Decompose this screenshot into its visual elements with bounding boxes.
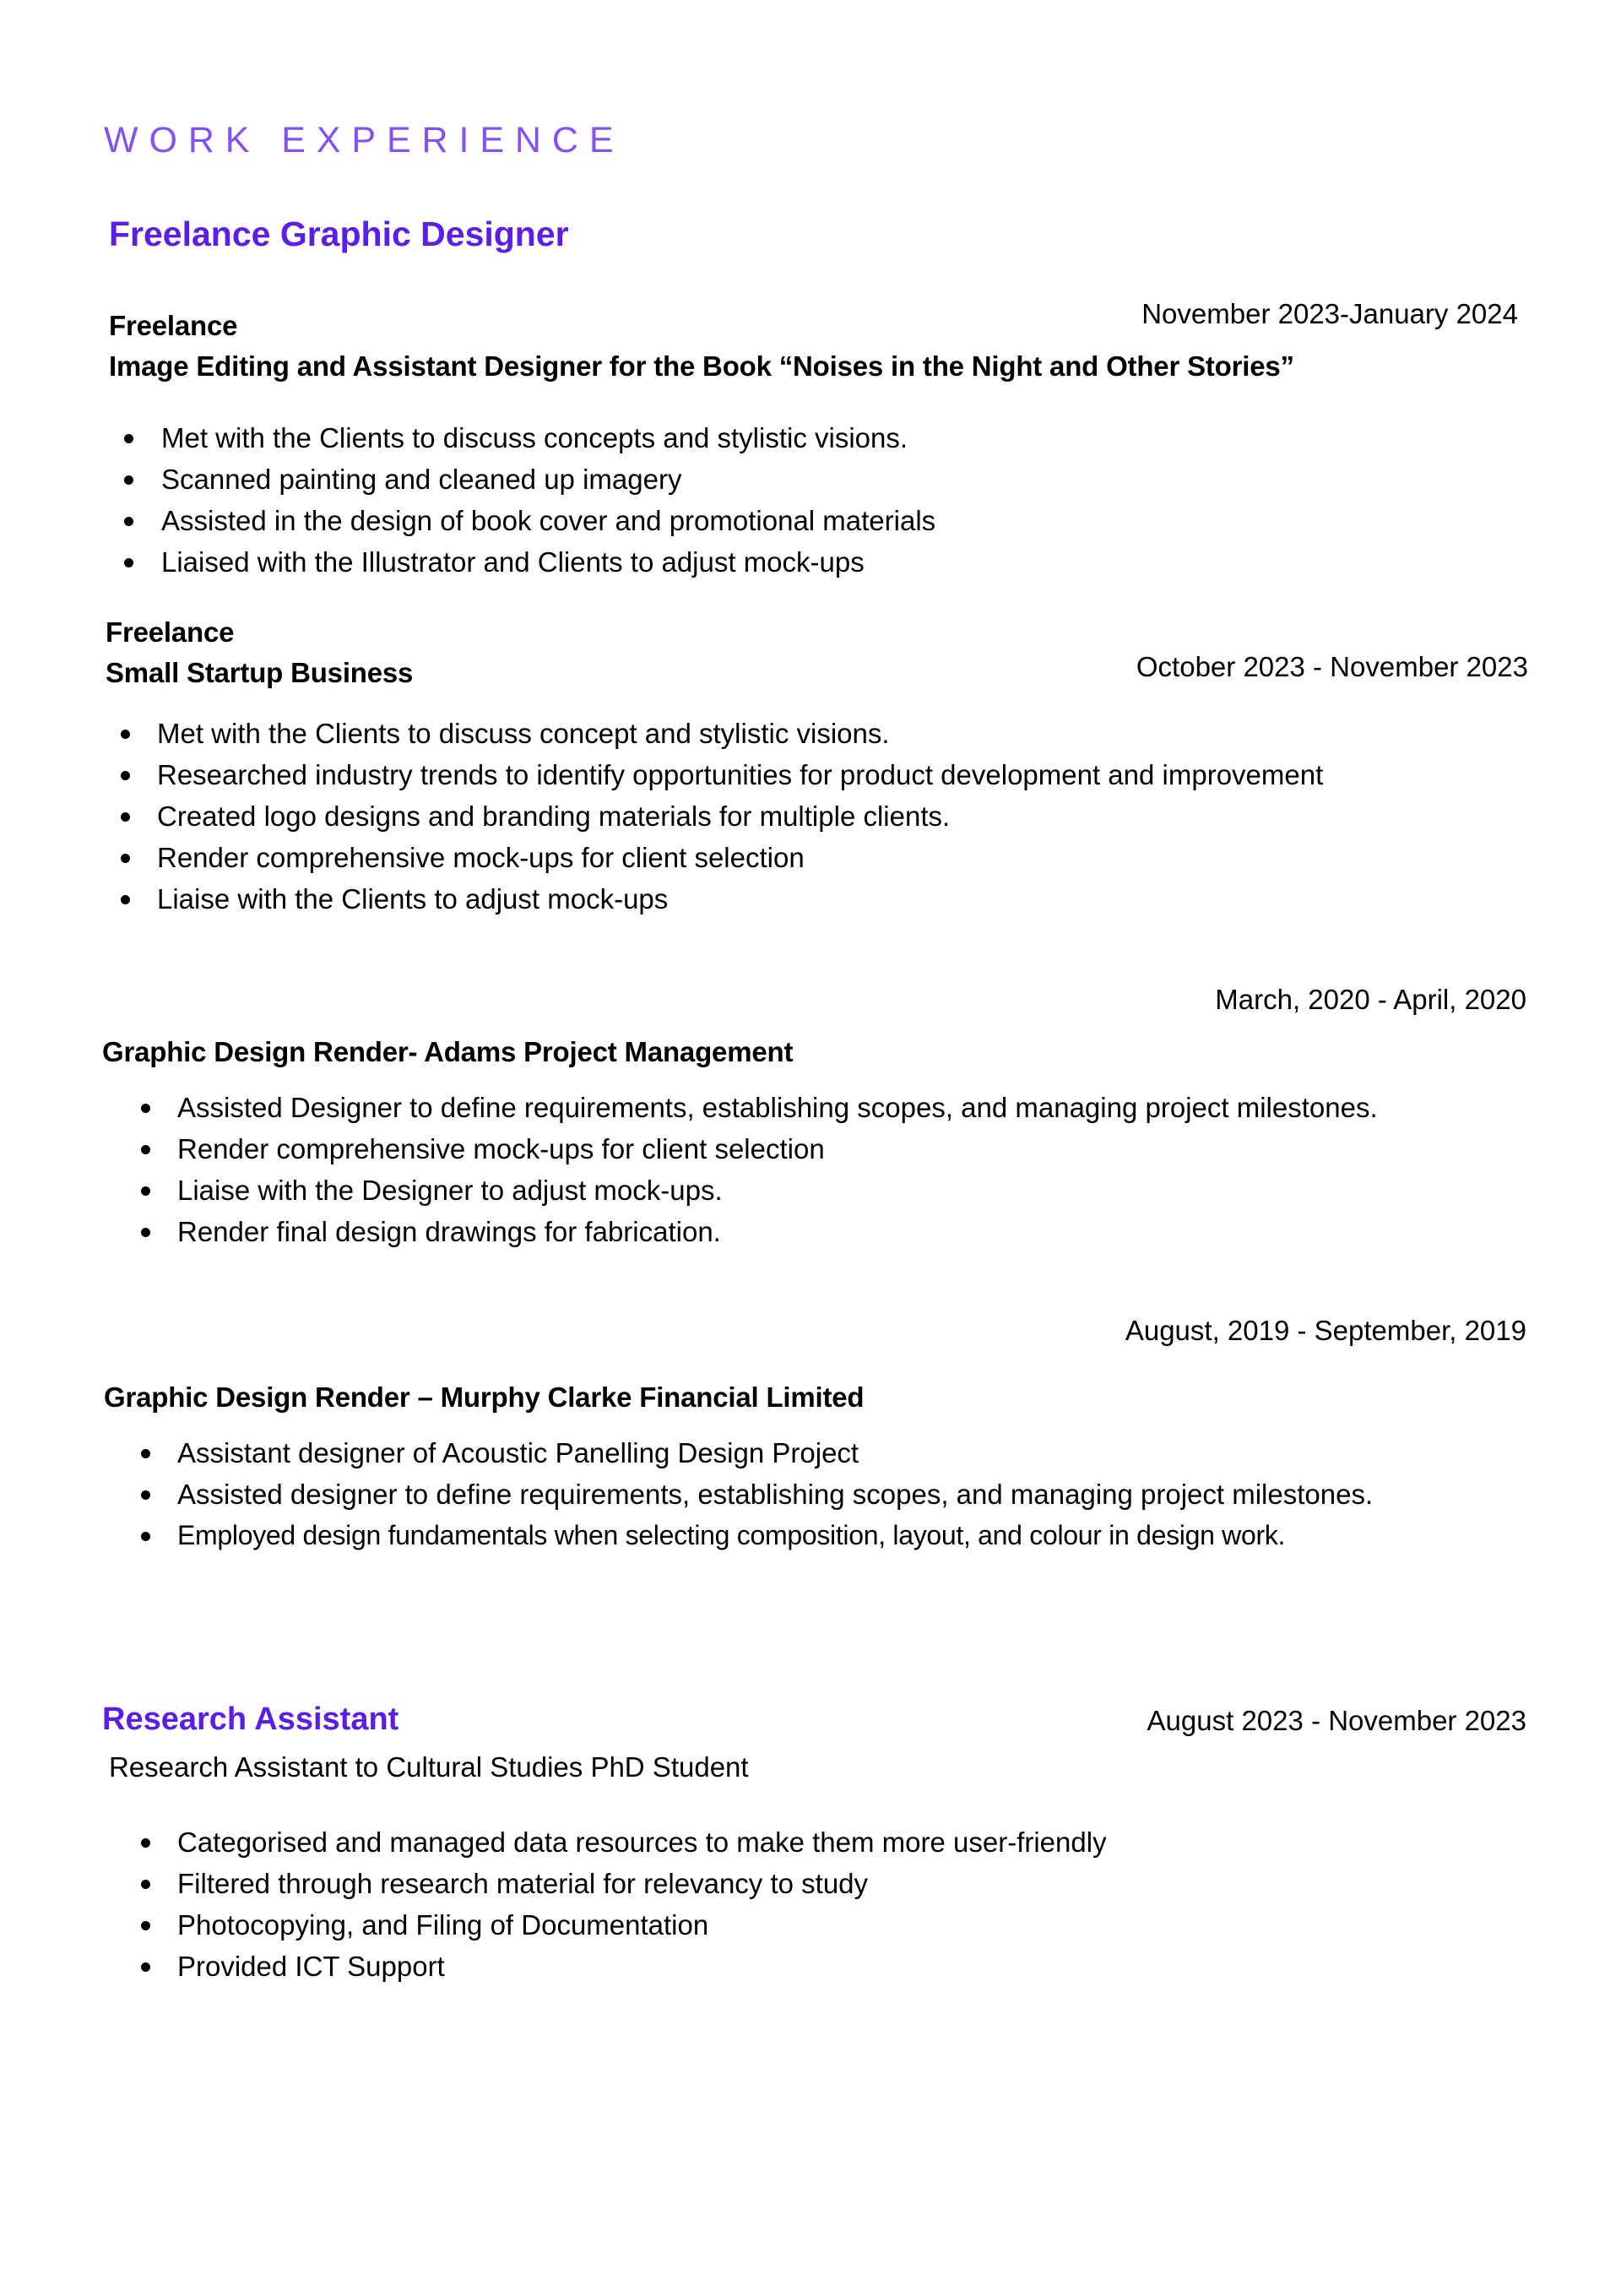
- entry-org: Freelance: [109, 310, 238, 341]
- list-item: Assistant designer of Acoustic Panelling Design Project: [141, 1432, 1499, 1474]
- entry-org: Freelance: [106, 616, 235, 648]
- entry-date: August 2023 - November 2023: [1147, 1705, 1526, 1736]
- entry-project: Image Editing and Assistant Designer for the Book “Noises in the Night and Other Stories”: [109, 350, 1294, 382]
- bullet-icon: [124, 475, 133, 485]
- list-item: Assisted Designer to define requirements, establishing scopes, and managing project milestones.: [141, 1087, 1499, 1128]
- list-item: Liaised with the Illustrator and Clients to adjust mock-ups: [124, 541, 1137, 583]
- entry-date: October 2023 - November 2023: [1136, 651, 1528, 682]
- bullet-icon: [141, 1145, 150, 1154]
- list-item: Filtered through research material for relevancy to study: [141, 1863, 1499, 1904]
- entry-project: Small Startup Business: [106, 657, 414, 688]
- bullet-icon: [121, 812, 130, 822]
- list-item: Met with the Clients to discuss concepts and stylistic visions.: [124, 417, 1137, 459]
- entry-project: Graphic Design Render – Murphy Clarke Financial Limited: [104, 1381, 865, 1413]
- bullet-icon: [121, 730, 130, 739]
- bullet-list: [141, 1432, 1499, 1556]
- role-title-research: Research Assistant: [102, 1702, 399, 1737]
- bullet-list: [121, 713, 1480, 920]
- bullet-icon: [141, 1449, 150, 1458]
- bullet-list: [124, 417, 1137, 583]
- bullet-icon: [141, 1490, 150, 1500]
- list-item: Provided ICT Support: [141, 1946, 1499, 1987]
- list-item: Render final design drawings for fabrication.: [141, 1211, 1499, 1252]
- bullet-icon: [124, 558, 133, 567]
- list-item: Scanned painting and cleaned up imagery: [124, 459, 1137, 500]
- bullet-icon: [121, 771, 130, 780]
- role-title-freelance: Freelance Graphic Designer: [109, 214, 569, 253]
- list-item: Liaise with the Designer to adjust mock-ups.: [141, 1170, 1499, 1211]
- bullet-icon: [141, 1532, 150, 1541]
- list-item: Met with the Clients to discuss concept and stylistic visions.: [121, 713, 1480, 754]
- list-item: Categorised and managed data resources to make them more user-friendly: [141, 1821, 1499, 1863]
- bullet-icon: [141, 1186, 150, 1196]
- list-item: Assisted in the design of book cover and promotional materials: [124, 500, 1137, 541]
- list-item: Researched industry trends to identify opportunities for product development and improvement: [121, 754, 1480, 795]
- list-item: Render comprehensive mock-ups for client selection: [141, 1128, 1499, 1170]
- list-item: Render comprehensive mock-ups for client selection: [121, 837, 1480, 878]
- bullet-icon: [141, 1838, 150, 1848]
- bullet-icon: [141, 1104, 150, 1113]
- bullet-icon: [124, 517, 133, 526]
- entry-date: November 2023-January 2024: [1141, 298, 1518, 329]
- bullet-list: [141, 1087, 1499, 1252]
- list-item: Liaise with the Clients to adjust mock-ups: [121, 878, 1480, 920]
- list-item: Assisted designer to define requirements, establishing scopes, and managing project milestones.: [141, 1474, 1499, 1515]
- bullet-icon: [141, 1880, 150, 1889]
- bullet-icon: [141, 1962, 150, 1972]
- bullet-list: [141, 1821, 1499, 1987]
- entry-date: August, 2019 - September, 2019: [1125, 1315, 1526, 1346]
- list-item: Photocopying, and Filing of Documentation: [141, 1904, 1499, 1946]
- list-item: Employed design fundamentals when selecting composition, layout, and colour in design work.: [141, 1515, 1499, 1556]
- bullet-icon: [121, 895, 130, 904]
- bullet-icon: [124, 434, 133, 443]
- bullet-icon: [121, 854, 130, 863]
- list-item: Created logo designs and branding materials for multiple clients.: [121, 795, 1480, 837]
- bullet-icon: [141, 1921, 150, 1930]
- bullet-icon: [141, 1228, 150, 1237]
- section-title: WORK EXPERIENCE: [104, 120, 625, 160]
- entry-date: March, 2020 - April, 2020: [1215, 984, 1526, 1015]
- entry-subtitle: Research Assistant to Cultural Studies PhD Student: [109, 1751, 749, 1783]
- entry-project: Graphic Design Render- Adams Project Management: [102, 1036, 794, 1067]
